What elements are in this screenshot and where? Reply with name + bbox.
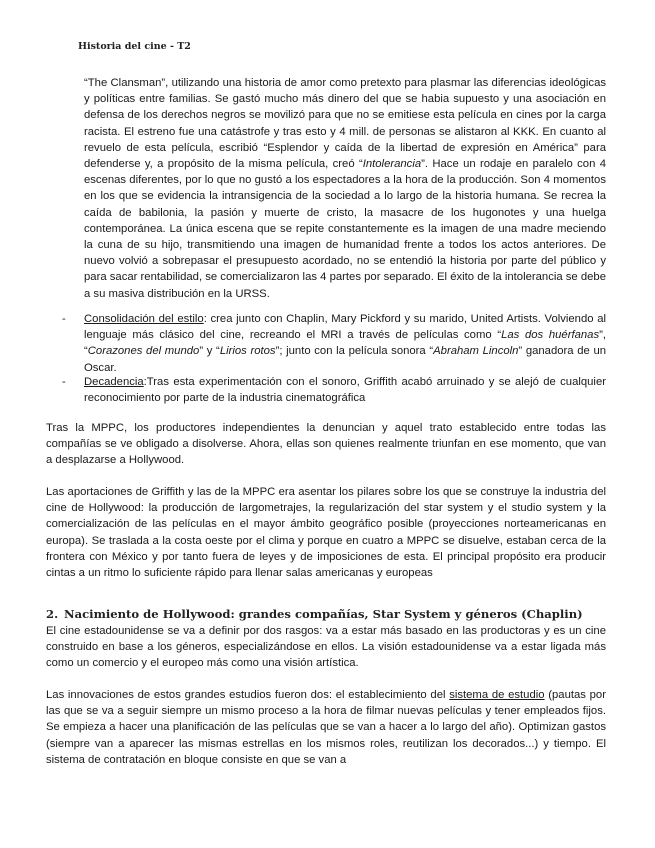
bullet-decadencia [62, 374, 606, 406]
bullet-text: ” ganadora de un Oscar. [84, 345, 607, 374]
intro-text-2: ”. Hace un rodaje en paralelo con 4 escenas diferentes, por lo que no gustó a los espectadores a la hora de la producción. Son 4 momentos en los que se evidencia la intransigencia de la sociedad a lo largo de la historia humana. Se recrea la caída de babilonia, la pasión y muerte de cristo, la masacre de los hugonotes y una huelga contemporánea. La única escena que se repite constantemente es la imagen de una madre meciendo la cuna de su hijo, transmitiendo una imagen de humanidad frente a todos los actos anteriores. De nuevo volvió a sobrepasar el presupuesto acordado, no se entendió la historia por parte del público y para sacar rentabilidad, se comercializaron las 4 partes por separado. El éxito de la intolerancia se debe a su masiva distribución en la URSS. [84, 158, 606, 300]
paragraph-innovaciones [46, 687, 606, 768]
bullet-text: ”, “ [84, 329, 606, 358]
film-title: Las dos huérfanas [501, 329, 600, 342]
bullet-text: :Tras esta experimentación con el sonoro, Griffith acabó arruinado y se alejó de cualquier reconocimiento por parte de la industria cinematográfica [84, 376, 606, 405]
bullet-term: Consolidación del estilo [84, 313, 204, 325]
intro-text: “The Clansman”, utilizando una historia de amor como pretexto para plasmar las diferencias ideológicas y políticas entre familias. Se gastó mucho más dinero del que se habia supuesto y una asociación en defensa de los derechos negros se movilizó para que no se emitiese esta película en cines por la carga racista. El estreno fue una catástrofe y tras esto y 4 mill. de personas se alistaron al KKK. En cuanto al revuelo de esta película, escribió “Esplendor y caída de la libertad de expresión en América” para defenderse y, a propósito de la misma película, creó “ [84, 77, 606, 171]
bullet-text: : crea junto con Chaplin, Mary Pickford y su marido, United Artists. Volviendo al lenguaje más clásico del cine, recreando el MRI a través de películas como “ [84, 313, 606, 342]
film-title: Lirios rotos [219, 345, 276, 358]
intro-paragraph [84, 75, 606, 302]
paragraph-text: Las innovaciones de estos grandes estudios fueron dos: el establecimiento del [46, 689, 450, 701]
bullet-dash: - [62, 376, 66, 388]
film-title: Abraham Lincoln [433, 345, 519, 358]
bullet-text: ” y “ [199, 345, 220, 358]
paragraph-cine-estadounidense: El cine estadounidense se va a definir por dos rasgos: va a estar más basado en las productoras y es un cine construido en base a los géneros, especializándose en ellos. La visión estadounidense va a estar ligada más como un comercio y el europeo más como una visión artística. [46, 625, 606, 670]
bullet-dash: - [62, 313, 66, 325]
page-header: Historia del cine - T2 [78, 41, 191, 52]
intolerancia-title: Intolerancia [362, 158, 422, 171]
bullet-text: ”; junto con la película sonora “ [275, 345, 434, 358]
section-heading [46, 607, 606, 621]
underlined-term: sistema de estudio [449, 689, 545, 701]
paragraph-mppc: Tras la MPPC, los productores independientes la denuncian y aquel trato establecido entre todas las compañías se ve obligado a disolverse. Ahora, ellas son quienes realmente triunfan en ese momento, que van a desplazarse a Hollywood. [46, 422, 606, 467]
film-title: Corazones del mundo [87, 345, 200, 358]
section-number: 2. [46, 607, 59, 621]
section-title-text: Nacimiento de Hollywood: grandes compañías, Star System y géneros (Chaplin) [64, 607, 583, 621]
paragraph-aportaciones: Las aportaciones de Griffith y las de la MPPC era asentar los pilares sobre los que se construye la industria del cine de Hollywood: la producción de largometrajes, la regularización del star system y el studio system y la comercialización de las películas en el mayor ámbito geográfico posible (proyecciones norteamericanas en europa). Se traslada a la costa oeste por el clima y porque en cuatro a MPPC se disuelve, estaban cerca de la frontera con México y por tanto fuera de leyes y de imposiciones de esta. El principal propósito era producir cintas a un ritmo lo suficiente rápido para llenar salas americanas y europeas [46, 486, 606, 580]
paragraph-text: (pautas por las que se va a seguir siempre un mismo proceso a la hora de filmar nuevas películas y tener empleados fijos. Se empieza a hacer una planificación de las películas que se van a hacer a lo largo del año). Optimizan gastos (siempre van a aparecer las mismas estrellas en los mismos roles, reutilizan los decorados...) y tiempo. El sistema de contratación en bloque consiste en que se van a [46, 689, 606, 766]
bullet-term: Decadencia [84, 376, 144, 388]
bullet-consolidacion [62, 311, 607, 376]
